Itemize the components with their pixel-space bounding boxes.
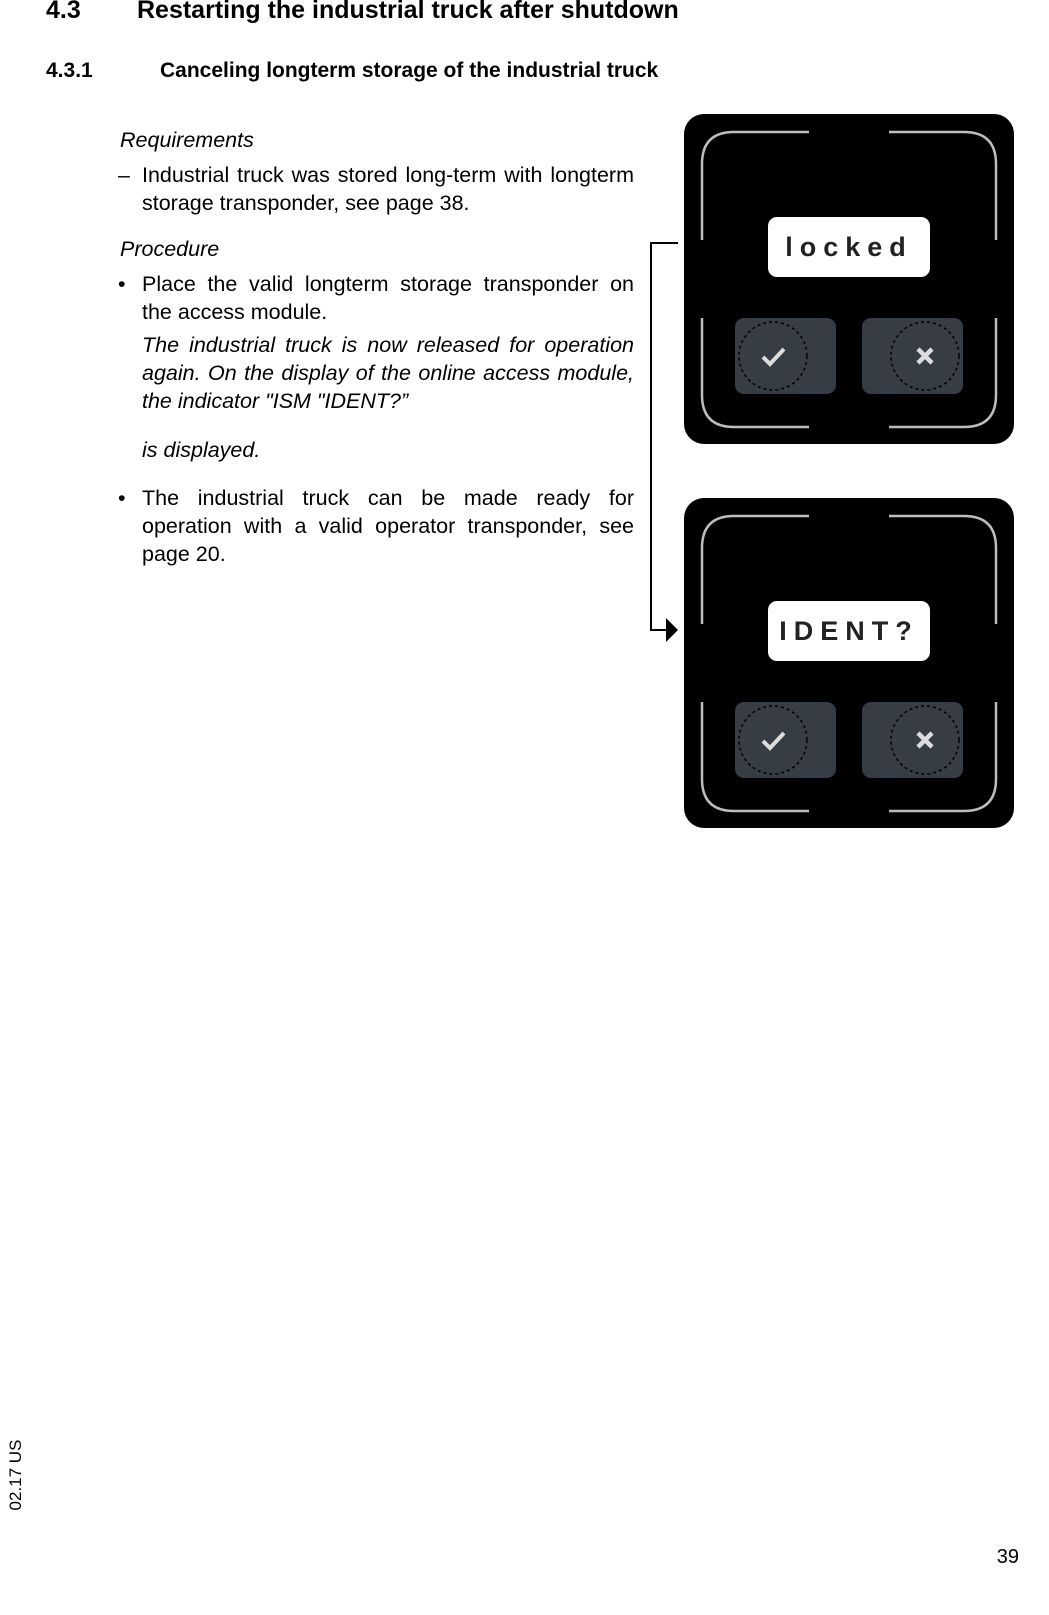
display-indicator: IDENT? [768, 601, 930, 661]
confirm-button[interactable] [735, 702, 836, 778]
step-result-continued: is displayed. [142, 438, 261, 462]
cancel-button[interactable] [862, 702, 963, 778]
document-code: 02.17 US [6, 1439, 25, 1511]
step-result: The industrial truck is now released for operation again. On the display of the online access module, the indicator "ISM "IDENT?” [142, 333, 634, 413]
procedure-label: Procedure [120, 237, 220, 261]
cancel-button[interactable] [862, 318, 963, 394]
requirements-label: Requirements [120, 128, 254, 152]
display-indicator: locked [768, 217, 930, 277]
requirement-item: – Industrial truck was stored long-term with longterm storage transponder, see page 38. [118, 163, 634, 215]
section-heading: 4.3 Restarting the industrial truck after shutdown [46, 0, 679, 24]
confirm-button[interactable] [735, 318, 836, 394]
transition-arrow [640, 235, 685, 645]
subsection-heading: 4.3.1 Canceling longterm storage of the industrial truck [46, 59, 659, 82]
access-module-panel [684, 114, 1014, 444]
page-number: 39 [996, 1546, 1019, 1568]
procedure-step: • The industrial truck can be made ready for operation with a valid operator transponder, see page 20. [118, 486, 634, 566]
procedure-step: • Place the valid longterm storage transponder on the access module. [118, 272, 634, 324]
access-module-panel [684, 498, 1014, 828]
